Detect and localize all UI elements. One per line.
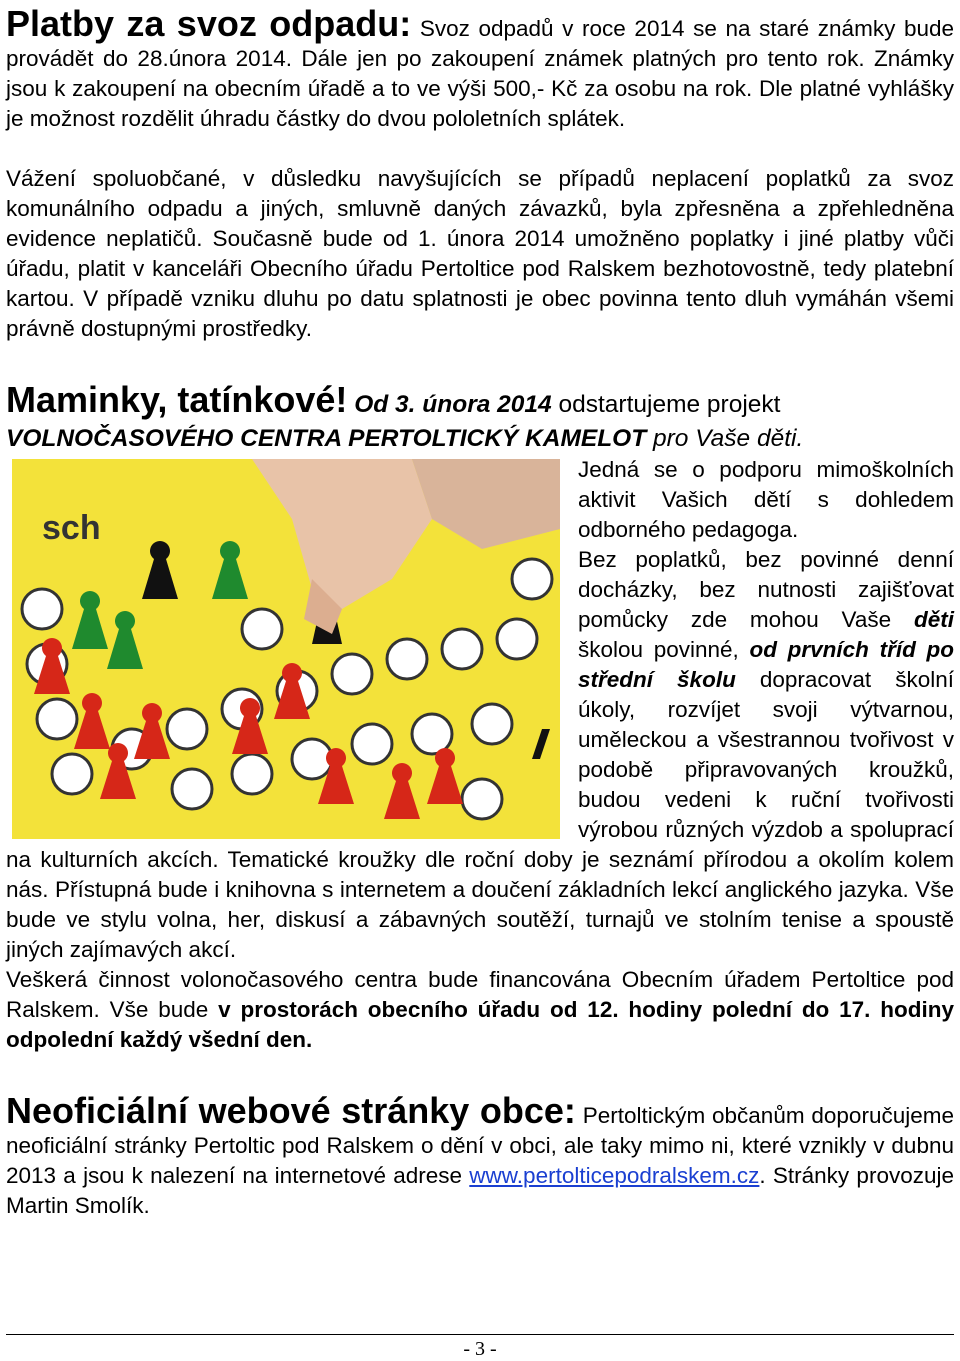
web-heading: Neoficiální webové stránky obce:	[6, 1090, 576, 1131]
kamelot-p1: Jedná se o podporu mimoškolních aktivit Vašich dětí s dohledem odborného pedagoga.	[578, 457, 954, 542]
footer-divider	[6, 1334, 954, 1335]
kamelot-project-name: VOLNOČASOVÉHO CENTRA PERTOLTICKÝ KAMELOT	[6, 425, 647, 452]
debts-section: Vážení spoluobčané, v důsledku navyšujících se případů neplacení poplatků za svoz komunálního odpadu a jiných, smluvně daných závazků, byla zpřesněna a zpřehledněna evidence neplatičů. Současně bude od 1. února 2014 umožněno poplatky i jiné platby vůči úřadu, platit v kanceláři Obecního úřadu Pertoltice pod Ralskem bezhotovostně, tedy platební kartou. V případě vzniku dluhu po datu splatnosti je obec povinna tento dluh vymáhán všemi právně dostupnými prostředky.	[6, 166, 954, 341]
waste-text: Svoz odpadů v roce 2014 se na staré známky bude provádět do 28.února 2014. Dále jen po zakoupení známek platných pro tento rok. Známky jsou k zakoupení na obecním úřadě a to ve výši 500,- Kč za osobu na rok. Dle platné vyhlášky je možnost rozdělit úhradu částky do dvou pololetních splátek.	[6, 16, 954, 131]
kamelot-for-kids: pro Vaše děti.	[646, 425, 804, 452]
waste-section	[6, 4, 954, 134]
kamelot-date: Od 3. února 2014	[347, 391, 552, 418]
kamelot-p3	[6, 965, 954, 1055]
kamelot-p2-start: Bez poplatků, bez povinné denní docházky, bez nutnosti zajišťovat pomůcky zde mohou Vaše	[578, 547, 954, 632]
kamelot-p3-hours: v prostorách obecního úřadu od 12. hodiny polední do 17. hodiny odpolední každý všední den.	[6, 997, 954, 1052]
web-section	[6, 1091, 954, 1221]
kamelot-p3-text: Veškerá činnost volonočasového centra bude financována Obecním úřadem Pertoltice pod Ralskem. Vše bude	[6, 967, 954, 1022]
newsletter-page	[6, 4, 954, 1221]
kamelot-p2-end: dopracovat školní úkoly, rozvíjet svoji výtvarnou, uměleckou a všestrannou tvořivost v podobě připravovaných kroužků, budou vedeni k ruční tvořivosti výrobou různých výzdob a spoluprací na kulturních akcích. Tematické kroužky dle roční doby je seznámí přírodou a okolím kolem nás. Přístupná bude i knihovna s internetem a doučení základních lekcí anglického jazyka. Vše bude ve stylu volna, her, diskusí a zábavných soutěží, turnajů ve stolním tenise a spoustě jiných zajímavých akcí.	[6, 667, 954, 962]
board-text: sch	[42, 509, 101, 547]
kamelot-intro-text: odstartujeme projekt	[551, 391, 781, 418]
web-link[interactable]: www.pertolticepodralskem.cz	[469, 1163, 760, 1188]
kamelot-project-line	[6, 423, 954, 455]
board-game-photo	[12, 459, 560, 839]
web-text: Pertoltickým občanům doporučujeme neoficiální stránky Pertoltic pod Ralskem o dění v obci, ale taky mimo ni, které vznikly v dubnu 2013 a jsou k nalezení na internetové adrese	[6, 1103, 954, 1188]
kamelot-intro	[6, 380, 954, 421]
kamelot-heading: Maminky, tatínkové!	[6, 379, 348, 420]
board-game-illustration	[12, 459, 560, 839]
kamelot-p2-kids: děti	[913, 607, 954, 632]
web-after-link: . Stránky provozuje Martin Smolík.	[6, 1163, 954, 1218]
page-number: - 3 -	[463, 1338, 497, 1360]
waste-heading: Platby za svoz odpadu:	[6, 3, 412, 44]
kamelot-p2-grades: od prvních tříd po střední školu	[578, 637, 954, 692]
kamelot-p2-mid: školou povinné,	[578, 637, 750, 662]
